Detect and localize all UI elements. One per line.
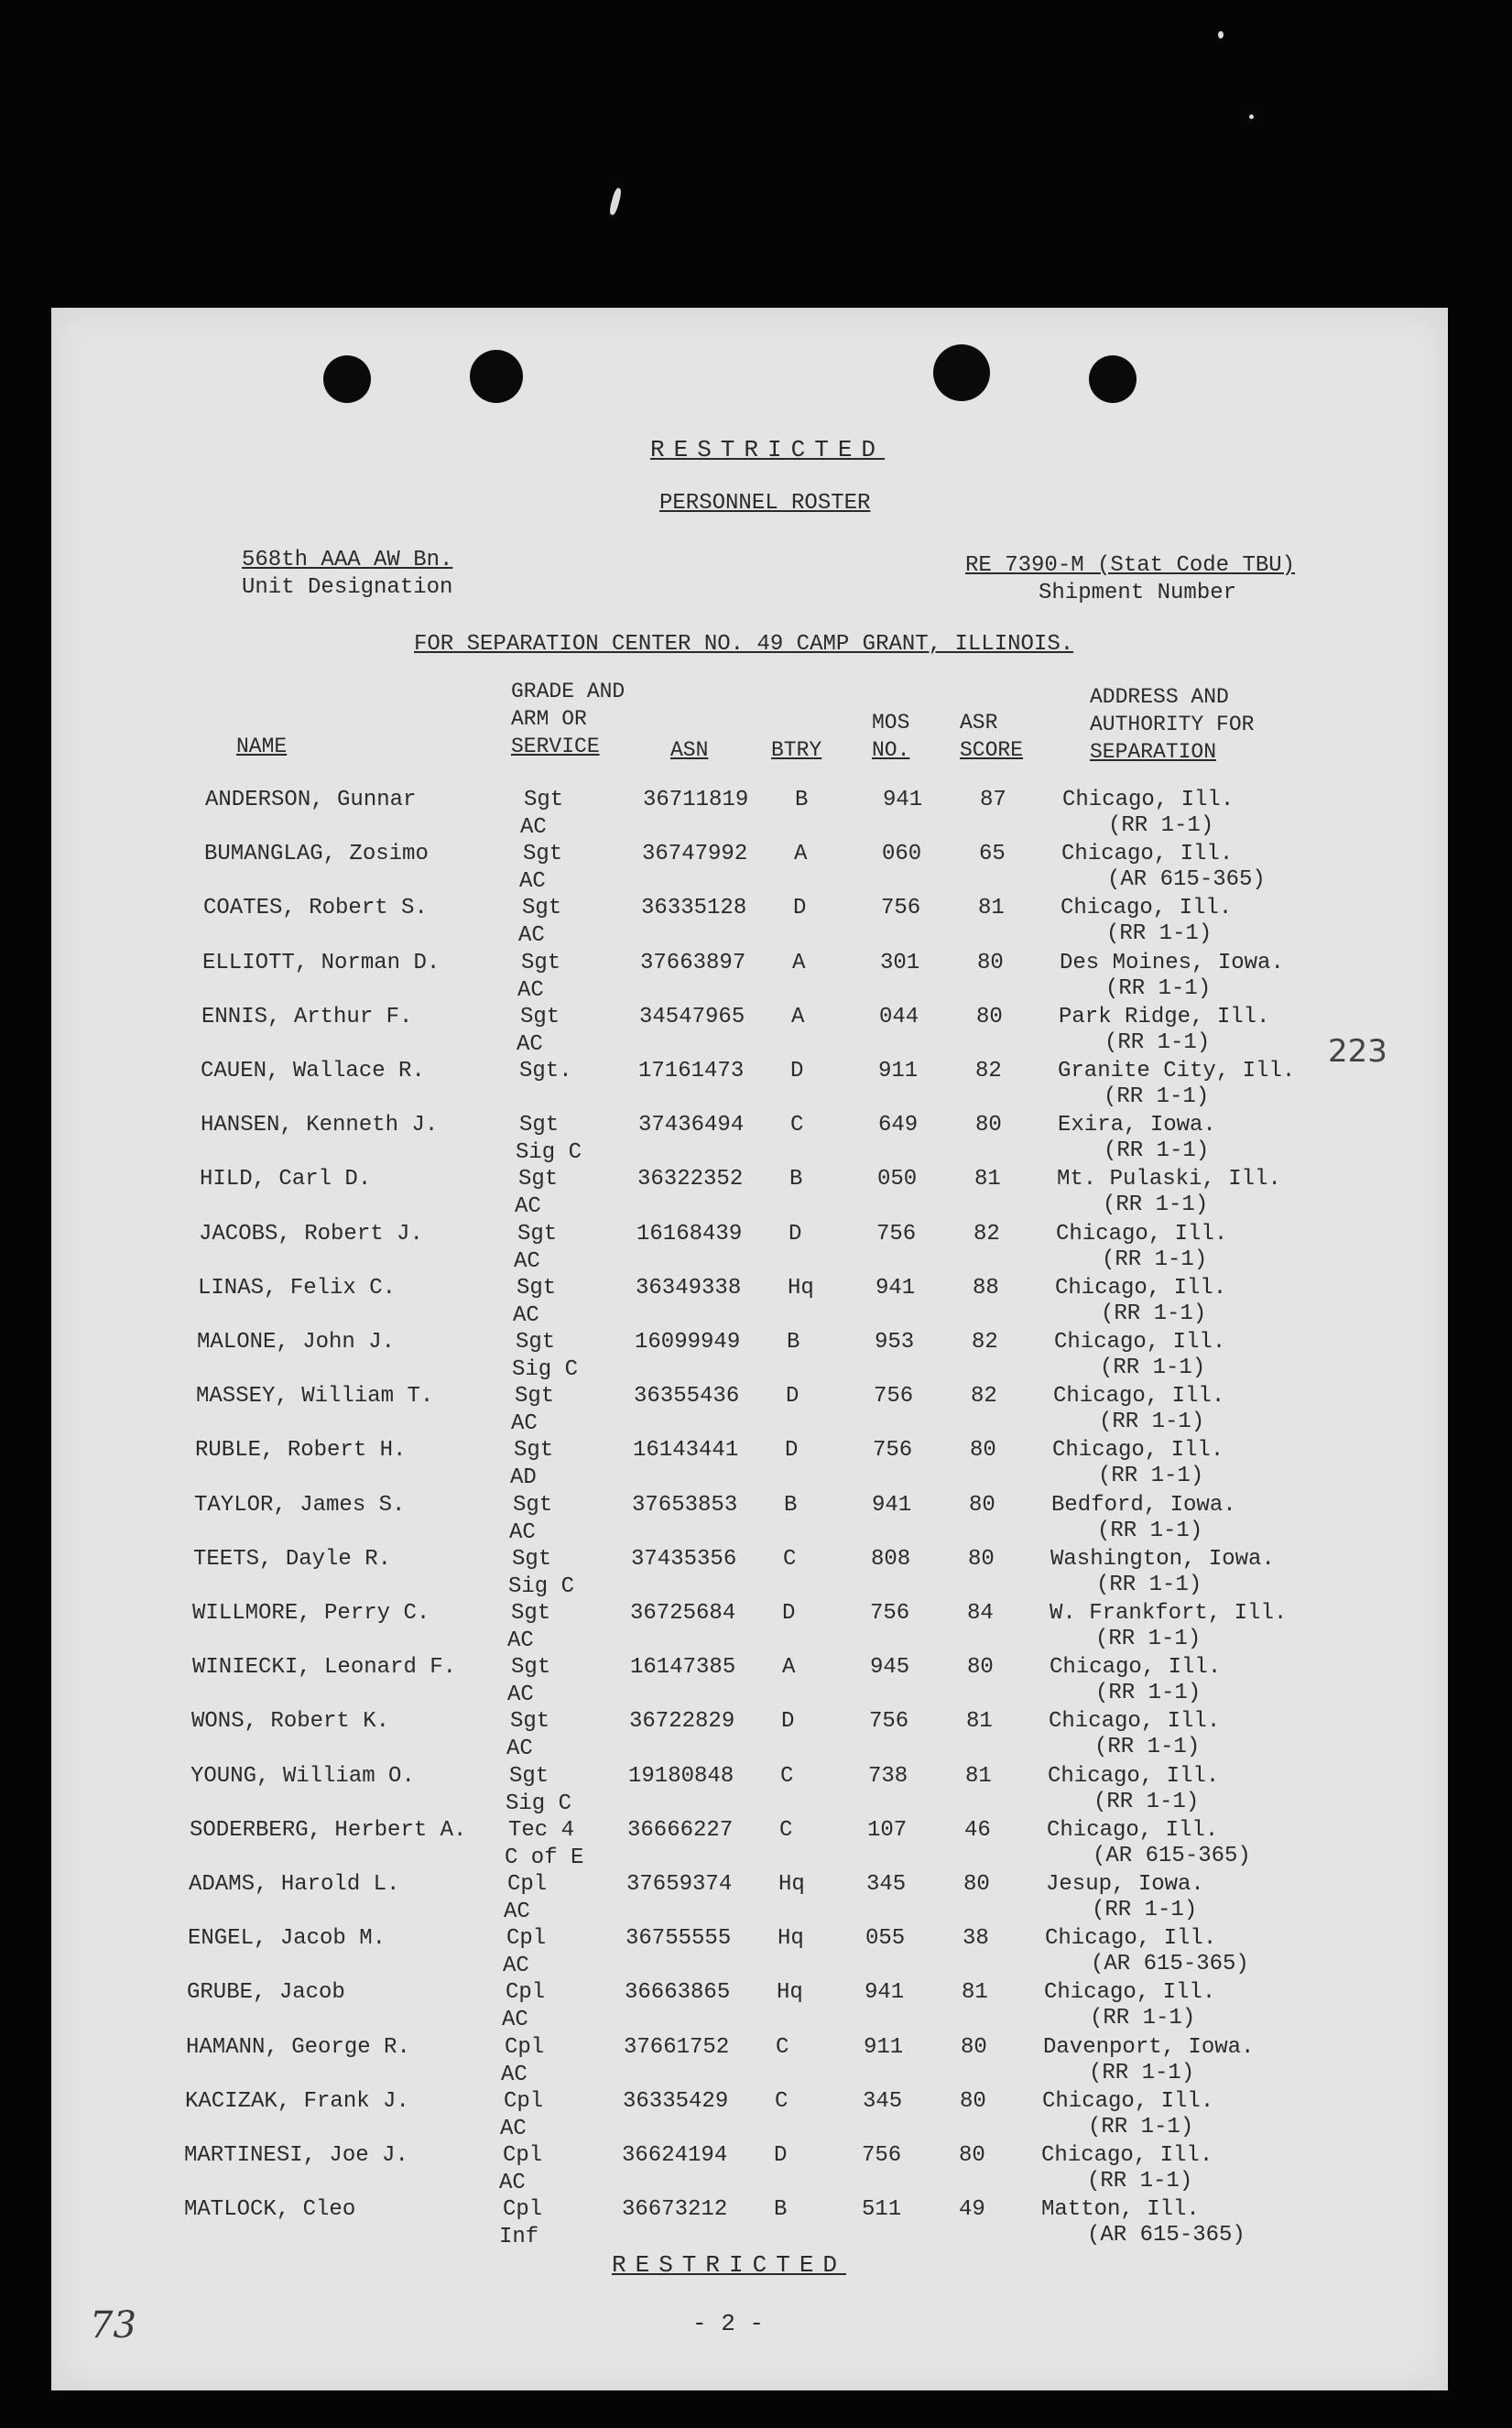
table-row (51, 1330, 1448, 1384)
cell-arm: Sig C (516, 1140, 582, 1166)
cell-address: Chicago, Ill. (1041, 2143, 1213, 2168)
handwritten-number: 73 (90, 2304, 136, 2346)
cell-mos: 911 (878, 1059, 919, 1083)
cell-address: Chicago, Ill. (1042, 2088, 1214, 2114)
cell-asr: 65 (979, 842, 1006, 867)
cell-asr: 82 (971, 1384, 997, 1410)
cell-btry: Hq (778, 1872, 805, 1897)
cell-asr: 82 (972, 1330, 998, 1355)
unit-designation: 568th AAA AW Bn. (242, 548, 453, 572)
cell-authority: (RR 1-1) (1095, 1681, 1202, 1706)
cell-address: Chicago, Ill. (1055, 1275, 1227, 1301)
cell-asr: 82 (975, 1059, 1002, 1083)
punch-hole (933, 344, 990, 401)
cell-arm: AC (517, 1031, 543, 1057)
cell-asn: 16147385 (630, 1655, 736, 1681)
cell-asn: 34547965 (639, 1004, 745, 1029)
cell-arm: AC (518, 923, 545, 949)
cell-btry: D (786, 1384, 800, 1410)
cell-btry: A (792, 950, 806, 975)
cell-btry: A (791, 1004, 805, 1029)
cell-arm: Sig C (512, 1357, 579, 1382)
cell-authority: (RR 1-1) (1099, 1410, 1205, 1435)
table-row (51, 1764, 1448, 1818)
cell-grade: Cpl (503, 2197, 543, 2223)
unit-designation-caption: Unit Designation (242, 575, 453, 600)
table-row (51, 1222, 1448, 1276)
cell-name: WINIECKI, Leonard F. (192, 1655, 457, 1681)
classification-header: RESTRICTED (650, 436, 886, 463)
cell-name: MARTINESI, Joe J. (184, 2143, 408, 2168)
cell-asr: 82 (974, 1221, 1000, 1247)
punch-hole (470, 350, 523, 403)
cell-authority: (RR 1-1) (1108, 813, 1214, 838)
cell-asr: 80 (961, 2034, 987, 2060)
cell-arm: AC (507, 1682, 534, 1708)
cell-arm: AC (520, 815, 547, 840)
cell-address: Chicago, Ill. (1054, 1330, 1226, 1355)
cell-address: Chicago, Ill. (1048, 1763, 1220, 1789)
cell-grade: Cpl (506, 1980, 546, 2006)
cell-asn: 37661752 (624, 2034, 730, 2060)
destination-line: FOR SEPARATION CENTER NO. 49 CAMP GRANT, ILLINOIS. (414, 632, 1074, 657)
cell-address: Davenport, Iowa. (1043, 2034, 1255, 2060)
col-asn-header: ASN (670, 738, 709, 762)
cell-arm: Inf (499, 2225, 539, 2250)
cell-address: Chicago, Ill. (1045, 1926, 1217, 1952)
cell-asr: 87 (980, 788, 1006, 812)
table-row (51, 1276, 1448, 1330)
table-row (51, 1005, 1448, 1059)
cell-mos: 941 (872, 1492, 912, 1518)
cell-asn: 36711819 (643, 788, 749, 812)
cell-authority: (RR 1-1) (1092, 1898, 1198, 1922)
cell-mos: 756 (869, 1709, 909, 1735)
cell-authority: (AR 615-365) (1107, 867, 1266, 893)
table-row (51, 951, 1448, 1005)
punch-hole (323, 355, 371, 403)
cell-mos: 649 (878, 1113, 919, 1138)
cell-arm: AC (504, 1900, 530, 1924)
cell-grade: Sgt (515, 1384, 555, 1410)
cell-arm: AC (509, 1519, 536, 1545)
cell-address: Jesup, Iowa. (1046, 1872, 1204, 1897)
cell-mos: 756 (874, 1384, 914, 1410)
cell-name: COATES, Robert S. (203, 896, 428, 921)
cell-btry: Hq (788, 1275, 814, 1301)
cell-address: Chicago, Ill. (1061, 896, 1233, 921)
cell-name: WILLMORE, Perry C. (192, 1601, 430, 1626)
table-row (51, 1980, 1448, 2034)
cell-asr: 80 (968, 1546, 995, 1572)
cell-authority: (RR 1-1) (1089, 2060, 1195, 2085)
cell-asn: 16143441 (633, 1438, 739, 1464)
cell-address: Exira, Iowa. (1058, 1113, 1216, 1138)
table-row (51, 1384, 1448, 1438)
col-asr-header: ASR SCORE (960, 711, 1024, 762)
cell-asr: 49 (959, 2197, 985, 2223)
cell-mos: 953 (875, 1330, 915, 1355)
cell-btry: Hq (777, 1980, 803, 2006)
page-number: - 2 - (692, 2310, 765, 2337)
cell-arm: AC (511, 1411, 538, 1437)
cell-btry: D (790, 1059, 804, 1083)
scan-speck (1218, 31, 1224, 38)
cell-arm: AC (519, 869, 546, 895)
cell-asn: 36624194 (622, 2143, 728, 2168)
cell-name: JACOBS, Robert J. (199, 1221, 423, 1247)
cell-authority: (AR 615-365) (1087, 2223, 1245, 2248)
cell-btry: C (776, 2034, 789, 2060)
table-row (51, 2035, 1448, 2089)
cell-authority: (RR 1-1) (1100, 1356, 1206, 1380)
roster-page (51, 308, 1448, 2390)
table-row (51, 1818, 1448, 1872)
cell-asr: 80 (969, 1492, 995, 1518)
cell-asn: 36322352 (637, 1167, 744, 1192)
cell-name: ENGEL, Jacob M. (188, 1926, 386, 1952)
cell-btry: B (795, 788, 809, 812)
cell-mos: 756 (873, 1438, 913, 1464)
cell-name: MASSEY, William T. (196, 1384, 434, 1410)
cell-name: TAYLOR, James S. (194, 1492, 406, 1518)
cell-address: Chicago, Ill. (1050, 1655, 1222, 1681)
cell-mos: 055 (865, 1926, 906, 1952)
cell-name: GRUBE, Jacob (187, 1980, 345, 2006)
cell-grade: Sgt (518, 1167, 559, 1192)
cell-grade: Sgt (509, 1763, 549, 1789)
cell-grade: Sgt (512, 1546, 552, 1572)
cell-asn: 37659374 (626, 1872, 733, 1897)
cell-asn: 37653853 (632, 1492, 738, 1518)
cell-name: MALONE, John J. (197, 1330, 396, 1355)
table-row (51, 1601, 1448, 1655)
cell-btry: B (784, 1492, 798, 1518)
cell-asr: 81 (962, 1980, 988, 2006)
cell-btry: C (775, 2088, 789, 2114)
cell-address: Chicago, Ill. (1049, 1709, 1221, 1735)
cell-grade: Sgt (510, 1709, 550, 1735)
col-btry-header: BTRY (771, 738, 822, 762)
table-row (51, 1926, 1448, 1980)
table-row (51, 1059, 1448, 1113)
cell-asn: 16099949 (635, 1330, 741, 1355)
cell-btry: D (782, 1601, 796, 1626)
cell-mos: 911 (864, 2034, 904, 2060)
cell-mos: 107 (867, 1817, 908, 1843)
table-row (51, 1872, 1448, 1926)
classification-footer: RESTRICTED (612, 2251, 847, 2279)
cell-asn: 17161473 (638, 1059, 745, 1083)
cell-asn: 36755555 (625, 1926, 732, 1952)
cell-asr: 81 (978, 896, 1005, 921)
cell-asr: 80 (976, 1004, 1003, 1029)
cell-address: Des Moines, Iowa. (1060, 950, 1284, 975)
cell-arm: AC (506, 1737, 533, 1762)
cell-authority: (RR 1-1) (1106, 921, 1213, 947)
cell-asn: 36663865 (625, 1980, 731, 2006)
cell-arm: Sig C (508, 1573, 575, 1599)
cell-asr: 84 (967, 1601, 994, 1626)
cell-mos: 301 (880, 950, 920, 975)
cell-name: ADAMS, Harold L. (189, 1872, 400, 1897)
table-row (51, 2197, 1448, 2251)
cell-btry: A (782, 1655, 796, 1681)
cell-mos: 060 (882, 842, 922, 867)
cell-grade: Cpl (503, 2143, 543, 2168)
cell-address: Granite City, Ill. (1058, 1059, 1296, 1083)
cell-btry: D (789, 1221, 802, 1247)
cell-grade: Sgt. (519, 1059, 572, 1083)
cell-authority: (RR 1-1) (1090, 2006, 1196, 2031)
cell-asr: 80 (959, 2143, 985, 2168)
cell-grade: Sgt (521, 950, 561, 975)
cell-mos: 044 (879, 1004, 919, 1029)
cell-arm: AC (507, 1628, 534, 1653)
col-grade-header: GRADE AND ARM OR SERVICE (511, 680, 625, 758)
cell-grade: Cpl (505, 2034, 545, 2060)
cell-authority: (RR 1-1) (1098, 1464, 1204, 1489)
cell-asr: 81 (966, 1709, 993, 1735)
cell-grade: Sgt (517, 1221, 558, 1247)
cell-authority: (RR 1-1) (1104, 1138, 1210, 1164)
cell-arm: Sig C (506, 1791, 572, 1816)
cell-name: HANSEN, Kenneth J. (201, 1113, 439, 1138)
cell-btry: C (779, 1817, 793, 1843)
cell-mos: 756 (876, 1221, 917, 1247)
cell-btry: B (774, 2197, 788, 2223)
cell-authority: (RR 1-1) (1102, 1247, 1208, 1272)
cell-btry: C (780, 1763, 794, 1789)
cell-asr: 81 (965, 1763, 992, 1789)
cell-grade: Sgt (523, 842, 563, 867)
cell-mos: 345 (863, 2088, 903, 2114)
table-row (51, 842, 1448, 896)
cell-name: SODERBERG, Herbert A. (190, 1817, 467, 1843)
cell-grade: Sgt (519, 1113, 560, 1138)
cell-asr: 88 (973, 1275, 999, 1301)
table-row (51, 1438, 1448, 1492)
cell-mos: 941 (876, 1275, 916, 1301)
cell-address: Washington, Iowa. (1050, 1546, 1275, 1572)
cell-grade: Tec 4 (508, 1817, 575, 1843)
cell-authority: (RR 1-1) (1094, 1735, 1201, 1760)
cell-name: TEETS, Dayle R. (193, 1546, 392, 1572)
cell-asn: 36722829 (629, 1709, 735, 1735)
cell-grade: Cpl (507, 1872, 548, 1897)
cell-asn: 36673212 (622, 2197, 728, 2223)
col-name-header: NAME (236, 735, 288, 758)
cell-btry: B (789, 1167, 803, 1192)
cell-name: KACIZAK, Frank J. (185, 2088, 409, 2114)
cell-authority: (RR 1-1) (1105, 975, 1212, 1001)
cell-arm: AC (513, 1302, 539, 1328)
table-row (51, 788, 1448, 842)
cell-mos: 945 (870, 1655, 910, 1681)
scan-speck (608, 187, 622, 215)
cell-arm: AD (510, 1465, 537, 1491)
cell-mos: 941 (865, 1980, 905, 2006)
cell-grade: Sgt (524, 788, 564, 812)
cell-asr: 81 (974, 1167, 1001, 1192)
cell-asr: 80 (963, 1872, 990, 1897)
cell-grade: Sgt (522, 896, 562, 921)
cell-address: Mt. Pulaski, Ill. (1057, 1167, 1281, 1192)
cell-asr: 80 (970, 1438, 996, 1464)
cell-btry: D (774, 2143, 788, 2168)
table-row (51, 1547, 1448, 1601)
cell-mos: 756 (862, 2143, 902, 2168)
cell-grade: Cpl (506, 1926, 547, 1952)
cell-address: Matton, Ill. (1041, 2197, 1200, 2223)
cell-asn: 36747992 (642, 842, 748, 867)
cell-name: ELLIOTT, Norman D. (202, 950, 441, 975)
cell-mos: 511 (862, 2197, 902, 2223)
cell-authority: (RR 1-1) (1104, 1084, 1210, 1109)
cell-grade: Cpl (504, 2088, 544, 2114)
cell-authority: (RR 1-1) (1087, 2169, 1193, 2194)
cell-btry: D (781, 1709, 795, 1735)
punch-hole (1089, 355, 1137, 403)
cell-arm: AC (500, 2116, 527, 2141)
cell-arm: AC (501, 2062, 528, 2087)
cell-btry: D (793, 896, 807, 921)
cell-grade: Sgt (520, 1004, 560, 1029)
cell-name: LINAS, Felix C. (198, 1275, 397, 1301)
cell-name: YOUNG, William O. (190, 1763, 415, 1789)
table-row (51, 896, 1448, 950)
cell-name: BUMANGLAG, Zosimo (204, 842, 429, 867)
cell-asn: 37436494 (638, 1113, 745, 1138)
cell-asn: 36349338 (636, 1275, 742, 1301)
cell-asn: 37663897 (640, 950, 746, 975)
cell-asr: 80 (977, 950, 1004, 975)
cell-authority: (RR 1-1) (1093, 1789, 1200, 1814)
table-row (51, 1493, 1448, 1547)
cell-asr: 80 (960, 2088, 986, 2114)
cell-address: W. Frankfort, Ill. (1050, 1601, 1288, 1626)
cell-asr: 46 (964, 1817, 991, 1843)
col-address-header: ADDRESS AND AUTHORITY FOR SEPARATION (1090, 685, 1255, 764)
cell-authority: (AR 615-365) (1091, 1952, 1249, 1977)
cell-grade: Sgt (516, 1330, 556, 1355)
cell-mos: 941 (883, 788, 923, 812)
cell-name: RUBLE, Robert H. (195, 1438, 407, 1464)
table-row (51, 1167, 1448, 1221)
cell-name: MATLOCK, Cleo (184, 2197, 356, 2223)
cell-arm: AC (517, 977, 544, 1003)
cell-arm: AC (515, 1194, 541, 1220)
table-row (51, 2089, 1448, 2143)
cell-name: CAUEN, Wallace R. (201, 1059, 425, 1083)
cell-authority: (RR 1-1) (1088, 2114, 1194, 2139)
table-row (51, 1113, 1448, 1167)
cell-grade: Sgt (511, 1601, 551, 1626)
cell-address: Bedford, Iowa. (1051, 1492, 1236, 1518)
cell-name: WONS, Robert K. (191, 1709, 390, 1735)
table-row (51, 1655, 1448, 1709)
cell-authority: (AR 615-365) (1093, 1843, 1251, 1868)
cell-address: Chicago, Ill. (1047, 1817, 1219, 1843)
cell-mos: 738 (868, 1763, 908, 1789)
cell-name: ENNIS, Arthur F. (201, 1004, 413, 1029)
cell-mos: 808 (871, 1546, 911, 1572)
cell-asn: 36335429 (623, 2088, 729, 2114)
cell-asn: 19180848 (628, 1763, 734, 1789)
cell-name: ANDERSON, Gunnar (205, 788, 417, 812)
cell-asn: 36335128 (641, 896, 747, 921)
cell-authority: (RR 1-1) (1104, 1029, 1211, 1055)
cell-authority: (RR 1-1) (1097, 1518, 1203, 1543)
cell-asr: 80 (975, 1113, 1002, 1138)
cell-mos: 345 (866, 1872, 907, 1897)
cell-arm: AC (514, 1248, 540, 1274)
cell-address: Chicago, Ill. (1052, 1438, 1224, 1464)
cell-btry: B (787, 1330, 800, 1355)
cell-btry: C (790, 1113, 804, 1138)
cell-name: HILD, Carl D. (200, 1167, 372, 1192)
cell-authority: (RR 1-1) (1103, 1192, 1209, 1218)
cell-name: HAMANN, George R. (186, 2034, 410, 2060)
cell-address: Chicago, Ill. (1061, 842, 1234, 867)
cell-btry: C (783, 1546, 797, 1572)
cell-btry: A (794, 842, 808, 867)
cell-authority: (RR 1-1) (1096, 1572, 1202, 1597)
cell-address: Park Ridge, Ill. (1059, 1004, 1270, 1029)
cell-arm: C of E (505, 1845, 584, 1870)
cell-authority: (RR 1-1) (1101, 1301, 1207, 1326)
cell-btry: Hq (778, 1926, 804, 1952)
cell-arm: AC (503, 1954, 529, 1979)
cell-arm: AC (502, 2008, 528, 2033)
cell-grade: Sgt (511, 1655, 551, 1681)
cell-grade: Sgt (514, 1438, 554, 1464)
cell-authority: (RR 1-1) (1095, 1627, 1202, 1651)
cell-address: Chicago, Ill. (1062, 788, 1235, 812)
cell-asn: 36355436 (634, 1384, 740, 1410)
cell-mos: 050 (877, 1167, 918, 1192)
cell-grade: Sgt (517, 1275, 557, 1301)
cell-asn: 37435356 (631, 1546, 737, 1572)
cell-asn: 36725684 (630, 1601, 736, 1626)
cell-asn: 36666227 (627, 1817, 734, 1843)
cell-address: Chicago, Ill. (1053, 1384, 1225, 1410)
table-row (51, 1709, 1448, 1763)
col-mos-header: MOS NO. (872, 711, 910, 762)
shipment-number: RE 7390-M (Stat Code TBU) (965, 553, 1296, 578)
cell-address: Chicago, Ill. (1056, 1221, 1228, 1247)
cell-asn: 16168439 (636, 1221, 743, 1247)
cell-address: Chicago, Ill. (1044, 1980, 1216, 2006)
cell-asr: 80 (967, 1655, 994, 1681)
scan-speck (1249, 114, 1254, 119)
cell-grade: Sgt (513, 1492, 553, 1518)
cell-mos: 756 (881, 896, 921, 921)
cell-btry: D (785, 1438, 799, 1464)
table-row (51, 2143, 1448, 2197)
cell-mos: 756 (870, 1601, 910, 1626)
roster-title: PERSONNEL ROSTER (659, 491, 871, 516)
cell-asr: 38 (963, 1926, 989, 1952)
shipment-number-caption: Shipment Number (1039, 581, 1237, 605)
cell-arm: AC (499, 2171, 526, 2195)
stamped-page-number: 223 (1328, 1033, 1387, 1070)
